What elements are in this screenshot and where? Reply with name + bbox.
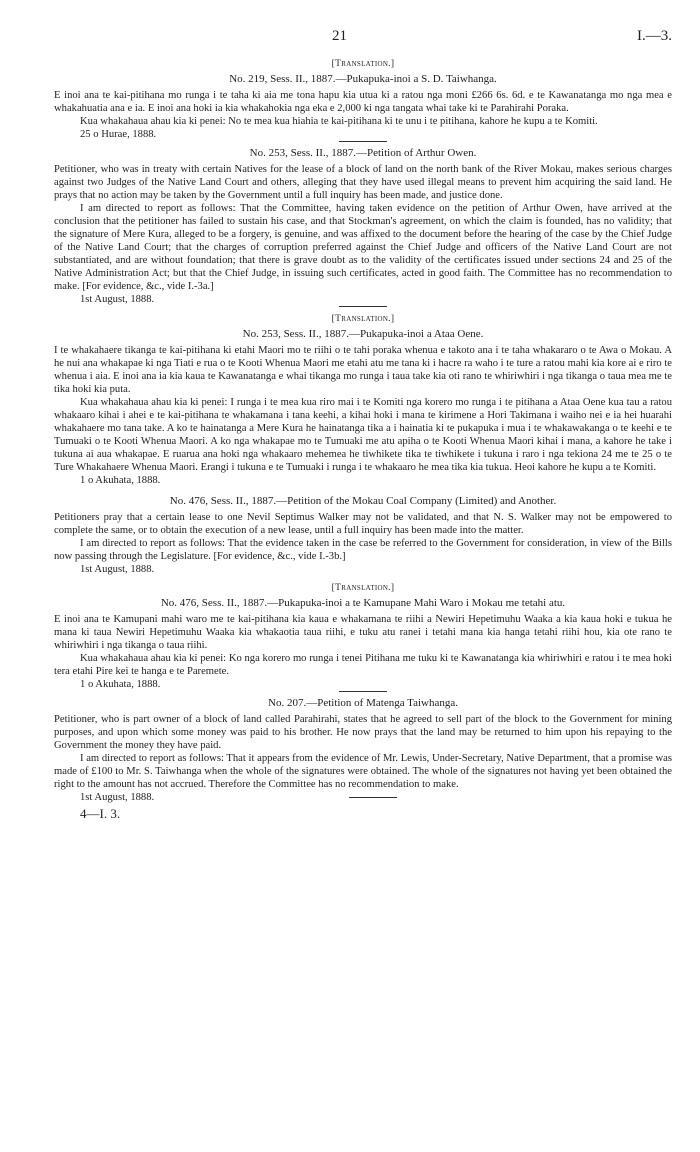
section-title: No. 476, Sess. II., 1887.—Petition of the Mokau Coal Company (Limited) and Another.: [169, 495, 557, 507]
section-title: No. 219, Sess. II., 1887.—Pukapuka-inoi a S. D. Taiwhanga.: [229, 73, 497, 85]
section-title: No. 207.—Petition of Matenga Taiwhanga.: [268, 697, 458, 709]
section-219-translation: [54, 58, 672, 142]
section-title: No. 253, Sess. II., 1887.—Petition of Arthur Owen.: [249, 147, 477, 159]
section-476-mokau-coal: [54, 495, 672, 576]
paragraph: I am directed to report as follows: That it appears from the evidence of Mr. Lewis, Under-Secretary, Native Department, that a promise was made of £100 to Mr. S. Taiwhanga when the whole of the signatures were obtained. The whole of the signatures not having yet been obtained the right to the amount has not accrued. Therefore the Committee has no recommendation to make.: [54, 753, 672, 790]
paragraph: I te whakahaere tikanga te kai-pitihana ki etahi Maori mo te riihi o te tahi poraka whenua e takoto ana i te taha whakararo o te Awa o Mokau. A he nui ana whakapae ki nga Tiati e rua o te Kooti Whenua Maori me etahi atu me tana ki i hacre ra waho i te ture a ratou mahi kia kore ai e riro te whenua i aia. E inoi ana ia kia kaua te Kawanatanga e whai tikanga mo runga i taua take kia oti rano te whiriwhiri i nga tikanga o taua mea me te tika hoki kia puta.: [54, 345, 672, 395]
translation-label: [Translation.]: [331, 583, 395, 593]
section-divider: [339, 306, 387, 307]
section-253-owen: [54, 147, 672, 307]
paragraph: I am directed to report as follows: That the evidence taken in the case be referred to the Government for consideration, in view of the Bills now passing through the Legislature. [For evidence, &c., vide I.-3b.]: [54, 538, 672, 562]
translation-label: [Translation.]: [331, 59, 395, 69]
section-divider: [349, 797, 397, 798]
paragraph: Kua whakahaua ahau kia ki penei: Ko nga korero mo runga i tenei Pitihana me tuku ki te Kawanatanga kia whiriwhiri e ratou i te mea hoki tera etahi Pire kei te hanga e te Paremete.: [54, 653, 672, 677]
section-date: 1st August, 1888.: [80, 294, 155, 305]
paragraph: Petitioners pray that a certain lease to one Nevil Septimus Walker may not be validated, and that N. S. Walker may not be empowered to complete the same, or to obtain the execution of a new lease, until a full inquiry has been made into the matter.: [54, 512, 672, 536]
section-207-taiwhanga: [54, 697, 672, 804]
document-page: [54, 30, 672, 820]
paragraph: Kua whakahaua ahau kia ki penei: I runga i te mea kua riro mai i te Komiti nga korero mo runga i te pitihana a Ataa Oene kua tau a ratou whakaaro kihai i ahei e te kai-pitihana te whakamana i tana keehi, a kihai hoki i mana te kirimene a Hori Takimana i waiho nei e ia hei huarahi whakahaere mo tana take. A ko te hainatanga a Mere Kura he hainatanga tika a i hainatia ki te pukapuka i mua i te whakawakanga o te keehi e te Tumuaki o te Kooti Whenua Maori. A ko nga whakapae mo te Tumuaki me atu apiha o te Kooti Whenua Maori kihai i mana, a kahore he take i tukuna ai aua whakapae. E ruarua ana hoki nga whakaaro mehemea he tiwhikete tika te tiwhikete i tukuna i raro i nga tekiona 24 me te 25 o te Ture Whakahaere Whenua Maori. Erangi i tukuna e te Tumuaki i runga i te whakaaro he mea tika kia tukua. Heoi kahore he kupu a te Komiti.: [54, 397, 672, 473]
paragraph: E inoi ana te kai-pitihana mo runga i te taha ki aia me tona hapu kia utua ki a ratou nga moni £266 6s. 6d. e te Kawanatanga mo nga mea e whakahuatia ana e ia. E inoi ana hoki ia kia whakahokia nga eka e 2,000 ki nga tangata whai take ki te Parahirahi Poraka.: [54, 90, 672, 114]
paragraph: Petitioner, who was in treaty with certain Natives for the lease of a block of land on the north bank of the River Mokau, makes serious charges against two Judges of the Native Land Court and others, alleging that they have used illegal means to prevent him acquiring the said land. He prays that no action may be taken by the Government until a full inquiry has been made, and justice done.: [54, 164, 672, 201]
paragraph: E inoi ana te Kamupani mahi waro me te kai-pitihana kia kaua e whakamana te riihi a Newiri Hepetimuhu Waaka a kia kaua hoki e tukua he mana ki taua Newiri Hepetimuhu Waaka kia whakaotia taua riihi, e tuku atu ranei i tetahi mana kia hanga tetahi riihi hou, kia ote rano te whiriwhiri i nga tikanga o taua riihi.: [54, 614, 672, 651]
paragraph: I am directed to report as follows: That the Committee, having taken evidence on the petition of Arthur Owen, have arrived at the conclusion that the petitioner has failed to sustain his case, and that Stockman's agreement, on which the claim is founded, has no validity; that the signature of Mere Kura, alleged to be a forgery, is genuine, and was affixed to the document before the hearing of the case by the Chief Judge of the Native Land Court; that the charges of corruption preferred against the Chief Judge and officers of the Native Land Court are not substantiated, and are without foundation; that there is grave doubt as to the validity of the certificates issued under sections 24 and 25 of the Native Administration Act; but that the Chief Judge, in issuing such certificates, acted in good faith. The Committee has no recommendation to make. [For evidence, &c., vide I.-3a.]: [54, 203, 672, 292]
signature-mark: 4—I. 3.: [80, 806, 121, 821]
page-number: 21: [332, 28, 347, 44]
translation-label: [Translation.]: [331, 314, 395, 324]
section-date: 1 o Akuhata, 1888.: [80, 475, 161, 486]
paragraph: Kua whakahaua ahau kia ki penei: No te mea kua hiahia te kai-pitihana ki te unu i te pitihana, kahore he kupu a te Komiti.: [80, 116, 598, 127]
page-header: [54, 30, 672, 52]
section-253-translation: [54, 313, 672, 487]
section-date: 1st August, 1888.: [80, 564, 155, 575]
section-title: No. 253, Sess. II., 1887.—Pukapuka-inoi a Ataa Oene.: [242, 328, 484, 340]
section-date: 1st August, 1888.: [80, 792, 155, 803]
section-date: 25 o Hurae, 1888.: [80, 129, 157, 140]
section-476-translation: [54, 582, 672, 692]
paper-reference: I.—3.: [637, 28, 672, 44]
paragraph: Petitioner, who is part owner of a block of land called Parahirahi, states that he agreed to sell part of the block to the Government for mining purposes, and upon which some money was paid to his brother. He now prays that the land may be returned to him upon his repaying to the Government the money they have paid.: [54, 714, 672, 751]
section-title: No. 476, Sess. II., 1887.—Pukapuka-inoi a te Kamupane Mahi Waro i Mokau me tetahi atu.: [160, 597, 566, 609]
section-date: 1 o Akuhata, 1888.: [80, 679, 161, 690]
